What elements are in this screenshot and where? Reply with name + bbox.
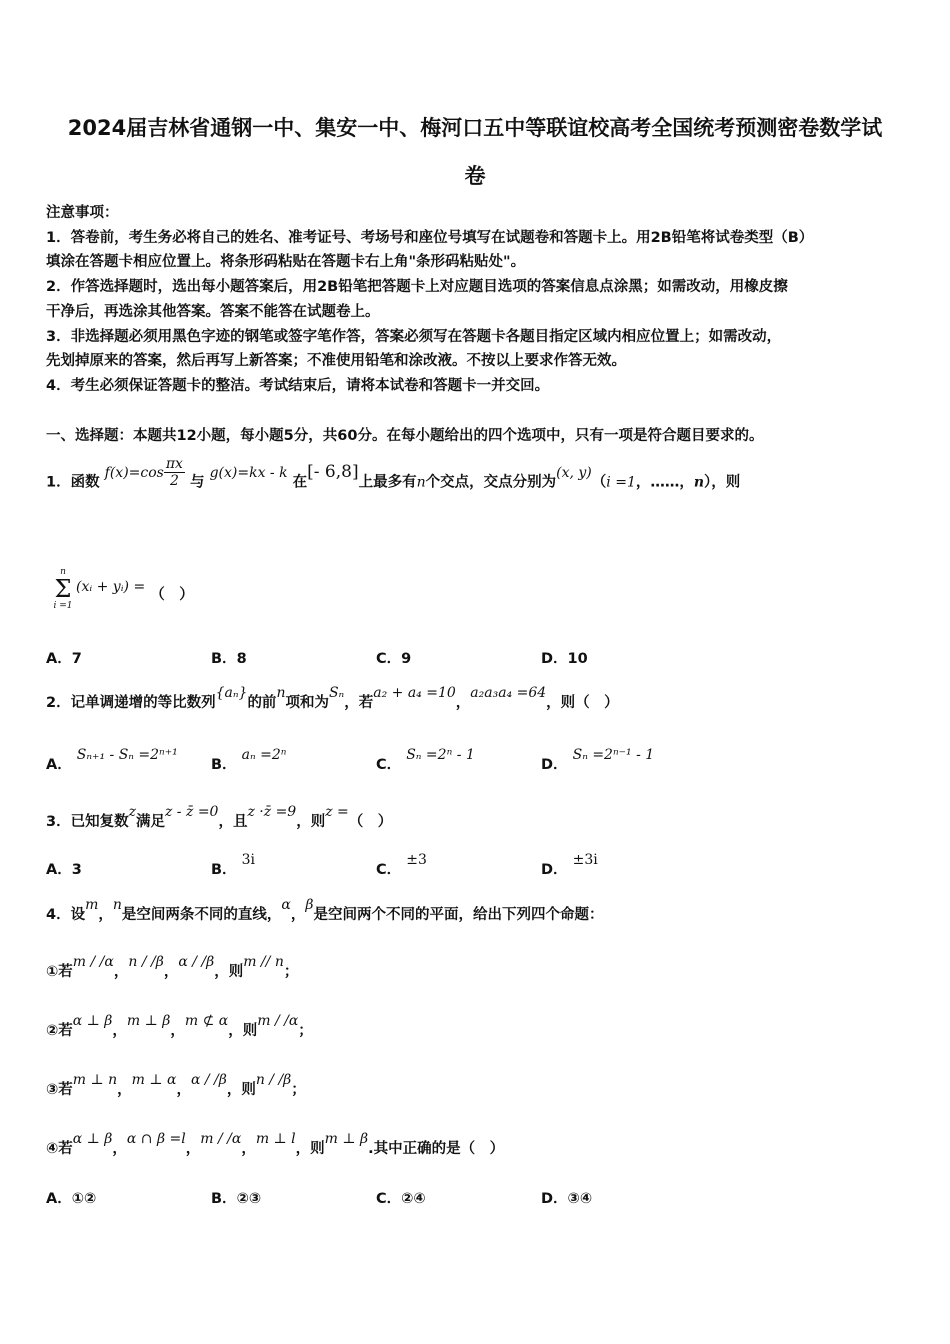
q2-n: n	[276, 685, 286, 701]
separator: ，	[163, 964, 179, 980]
option-value: Sₙ =2ⁿ⁻¹ - 1	[572, 747, 655, 763]
option-label: B．	[211, 862, 237, 878]
statement-math: m ⊥ β	[126, 1013, 171, 1029]
statement-end: .其中正确的是（ ）	[368, 1141, 505, 1157]
statement-result: m // n	[243, 954, 284, 970]
option-label: A．	[46, 862, 72, 878]
option-value: ①②	[71, 1191, 97, 1207]
option-value: 9	[401, 651, 412, 667]
question-4	[46, 897, 604, 925]
q1-sum-body: (xᵢ + yᵢ) =	[76, 579, 146, 595]
q4-m: m	[85, 897, 99, 913]
note-3a: 3．非选择题必须用黑色字迹的钢笔或签字笔作答，答案必须写在答题卡各题目指定区域内相应位置上；如需改动，	[46, 329, 782, 345]
q1-option-b[interactable]	[211, 647, 247, 668]
option-label: A．	[46, 651, 72, 667]
option-label: D．	[541, 862, 568, 878]
option-label: C．	[376, 1191, 402, 1207]
option-label: C．	[376, 862, 402, 878]
option-label: C．	[376, 651, 402, 667]
q3-text: （ ）	[348, 814, 393, 830]
statement-math: α ⊥ β	[72, 1013, 113, 1029]
q4-statement-1	[46, 954, 299, 982]
q3-z-eq: z =	[325, 804, 349, 820]
separator: ，	[117, 1082, 132, 1098]
statement-end: ；	[291, 1082, 306, 1098]
q2-text: ，若	[344, 695, 374, 711]
q1-text: ），则	[704, 474, 741, 491]
q2-text: ，	[455, 695, 471, 711]
option-value: Sₙ₊₁ - Sₙ =2ⁿ⁺¹	[76, 747, 178, 763]
q4-text: 4．设	[46, 907, 86, 923]
statement-math: m ⊥ l	[255, 1131, 296, 1147]
q1-option-c[interactable]	[376, 647, 411, 668]
q1-sum-bottom: i =1	[53, 601, 73, 611]
option-value: ②④	[401, 1191, 426, 1207]
note-4: 4．考生必须保证答题卡的整洁。考试结束后，请将本试卷和答题卡一并交回。	[46, 378, 550, 394]
option-label: C．	[376, 757, 402, 773]
statement-result: m / /α	[257, 1013, 299, 1029]
q1-text: 个交点，交点分别为	[425, 474, 557, 491]
q1-index: i =1	[606, 474, 636, 491]
separator: ，	[241, 1141, 256, 1157]
note-3b: 先划掉原来的答案，然后再写上新答案；不准使用铅笔和涂改液。不按以上要求作答无效。	[46, 353, 626, 369]
statement-end: ；	[298, 1023, 313, 1039]
q4-beta: β	[305, 897, 314, 913]
statement-math: α ∩ β =l	[126, 1131, 186, 1147]
statement-prefix: ④若	[46, 1141, 73, 1157]
q1-frac-den: 2	[169, 473, 179, 489]
separator: ，	[176, 1082, 191, 1098]
page-title-cont: 卷	[464, 164, 486, 188]
q2-text: 2．记单调递增的等比数列	[46, 695, 216, 711]
q2-sequence: {aₙ}	[215, 685, 248, 701]
option-value: 8	[236, 651, 247, 667]
q2-text: 的前	[247, 695, 277, 711]
q1-answer-paren: （ ）	[150, 587, 194, 603]
page-title: 2024届吉林省通钢一中、集安一中、梅河口五中等联谊校高考全国统考预测密卷数学试	[67, 116, 883, 140]
statement-math: α / /β	[178, 954, 215, 970]
q3-text: 3．已知复数	[46, 814, 129, 830]
statement-result: n / /β	[255, 1072, 292, 1088]
q3-condition-1: z - z̄ =0	[164, 804, 219, 820]
q4-statement-2	[46, 1013, 313, 1041]
option-value: 7	[71, 651, 82, 667]
option-value: 3	[71, 862, 82, 878]
section-heading: 一、选择题：本题共12小题，每小题5分，共60分。在每小题给出的四个选项中，只有一项是符合题目要求的。	[46, 428, 764, 444]
separator: ，	[113, 964, 129, 980]
separator: ，	[170, 1023, 185, 1039]
statement-math: m ⊄ α	[184, 1013, 229, 1029]
note-2b: 干净后，再选涂其他答案。答案不能答在试题卷上。	[46, 304, 380, 320]
statement-then: ，则	[295, 1141, 325, 1157]
q1-fraction	[164, 456, 185, 489]
q4-text: 是空间两个不同的平面，给出下列四个命题：	[313, 907, 604, 923]
q3-condition-2: z ·z̄ =9	[247, 804, 297, 820]
note-1a: 1．答卷前，考生务必将自己的姓名、准考证号、考场号和座位号填写在试题卷和答题卡上。用2B铅笔将试卷类型（B）	[46, 230, 814, 246]
q2-option-c[interactable]	[376, 747, 475, 774]
q1-option-a[interactable]	[46, 647, 82, 668]
q2-sn: Sₙ	[328, 685, 345, 701]
q1-n: n	[416, 474, 426, 491]
q4-option-c[interactable]	[376, 1187, 426, 1208]
statement-result: m ⊥ β	[324, 1131, 369, 1147]
statement-math: α / /β	[190, 1072, 227, 1088]
option-label: B．	[211, 1191, 237, 1207]
note-1b: 填涂在答题卡相应位置上。将条形码粘贴在答题卡右上角"条形码粘贴处"。	[46, 254, 526, 270]
q1-text: 在	[292, 474, 308, 491]
q1-g-formula: g(x)=kx - k	[209, 464, 288, 481]
q1-interval: [- 6,8]	[307, 461, 359, 482]
q3-text: ，则	[296, 814, 326, 830]
question-3	[46, 804, 393, 832]
q2-condition-1: a₂ + a₄ =10	[373, 685, 456, 701]
option-label: B．	[211, 757, 237, 773]
statement-math: n / /β	[128, 954, 164, 970]
q4-statement-3	[46, 1072, 306, 1100]
q2-option-d[interactable]	[541, 747, 655, 774]
separator: ，	[185, 1141, 201, 1157]
q3-text: ，且	[218, 814, 248, 830]
option-label: D．	[541, 651, 568, 667]
q4-option-d[interactable]	[541, 1187, 592, 1208]
q4-n: n	[112, 897, 122, 913]
q4-statement-4	[46, 1131, 505, 1159]
option-value: 3i	[241, 852, 256, 868]
q1-sum-symbol: Σ	[54, 575, 72, 603]
option-label: D．	[541, 757, 568, 773]
option-value: aₙ =2ⁿ	[241, 747, 287, 763]
q1-sum	[48, 567, 78, 611]
q1-text: （	[591, 474, 607, 491]
statement-prefix: ②若	[46, 1023, 73, 1039]
option-label: B．	[211, 651, 237, 667]
q4-alpha: α	[281, 897, 291, 913]
q1-text: 上最多有	[358, 474, 417, 491]
q3-option-a[interactable]	[46, 858, 82, 879]
q1-sum-expression	[76, 577, 194, 603]
option-label: A．	[46, 1191, 72, 1207]
q4-text: 是空间两条不同的直线，	[121, 907, 282, 923]
q2-condition-2: a₂a₃a₄ =64	[470, 685, 547, 701]
statement-then: ，则	[228, 1023, 258, 1039]
q2-text: 项和为	[285, 695, 329, 711]
statement-math: m / /α	[72, 954, 114, 970]
q2-option-b[interactable]	[211, 747, 287, 774]
option-value: ±3i	[572, 852, 598, 868]
statement-math: α ⊥ β	[72, 1131, 113, 1147]
option-value: 10	[567, 651, 588, 667]
q1-f-formula: f(x)=cos	[104, 464, 164, 481]
statement-then: ，则	[214, 964, 244, 980]
q1-text: 1．函数	[46, 474, 100, 491]
statement-then: ，则	[226, 1082, 256, 1098]
q3-option-c[interactable]	[376, 852, 427, 879]
q3-option-d[interactable]	[541, 852, 598, 879]
option-value: ±3	[406, 852, 427, 868]
option-value: ②③	[236, 1191, 262, 1207]
q1-text: 与	[190, 474, 205, 491]
statement-end: ；	[283, 964, 299, 980]
separator: ，	[112, 1023, 127, 1039]
q3-text: 满足	[135, 814, 165, 830]
separator: ，	[112, 1141, 127, 1157]
q4-text: ，	[98, 907, 113, 923]
question-2	[46, 685, 619, 713]
statement-math: m ⊥ α	[131, 1072, 177, 1088]
statement-math: m ⊥ n	[72, 1072, 118, 1088]
note-2a: 2．作答选择题时，选出每小题答案后，用2B铅笔把答题卡上对应题目选项的答案信息点涂黑；如需改动，用橡皮擦	[46, 279, 788, 295]
option-label: A．	[46, 757, 72, 773]
q1-text: ，……，	[635, 474, 694, 491]
statement-prefix: ①若	[46, 964, 73, 980]
q3-option-b[interactable]	[211, 852, 256, 879]
q4-option-a[interactable]	[46, 1187, 96, 1208]
q1-frac-num: πx	[165, 456, 183, 472]
q1-sum-top: n	[60, 567, 66, 577]
option-value: ③④	[567, 1191, 593, 1207]
q4-option-b[interactable]	[211, 1187, 261, 1208]
option-label: D．	[541, 1191, 568, 1207]
q1-point: (x, y)	[556, 464, 592, 481]
notes-heading: 注意事项：	[46, 205, 119, 221]
option-value: Sₙ =2ⁿ - 1	[406, 747, 475, 763]
q1-n: n	[693, 474, 705, 491]
statement-math: m / /α	[200, 1131, 242, 1147]
q3-z: z	[128, 804, 136, 820]
q2-text: ，则（ ）	[546, 695, 619, 711]
q4-text: ，	[290, 907, 306, 923]
q1-option-d[interactable]	[541, 647, 588, 668]
q2-option-a[interactable]	[46, 747, 178, 774]
statement-prefix: ③若	[46, 1082, 73, 1098]
